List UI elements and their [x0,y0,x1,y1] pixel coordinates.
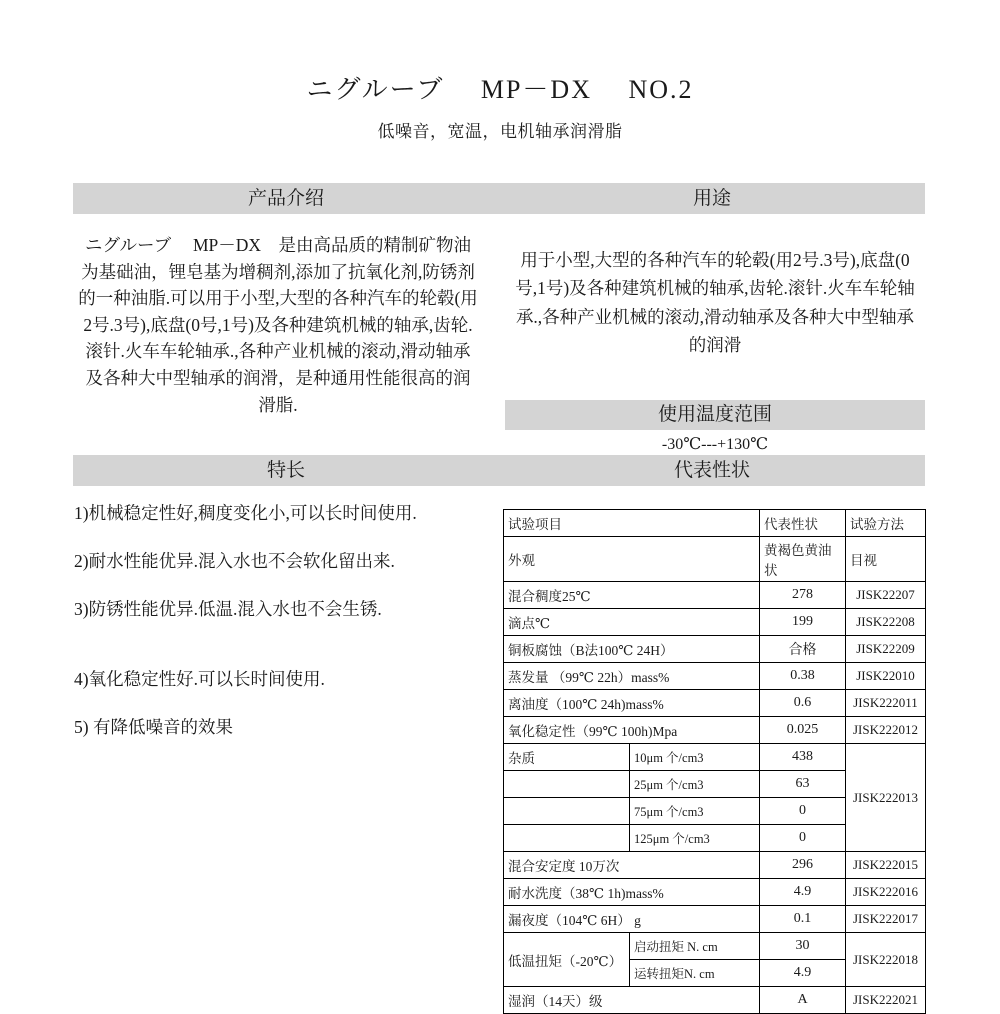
list-item: 3)防锈性能优异.低温.混入水也不会生锈. [74,598,382,619]
cell-method: JISK222016 [846,879,926,906]
cell-value: 黄褐色黄油状 [760,537,846,582]
cell-value: 0.6 [760,690,846,717]
table-row [504,906,926,933]
cell-method: JISK222011 [846,690,926,717]
cell-method: JISK22010 [846,663,926,690]
cell-empty [504,798,630,825]
table-row [504,582,926,609]
cell-value: 4.9 [760,960,846,987]
section-header-intro: 产品介绍 [73,183,499,214]
table-row [504,636,926,663]
list-item: 5) 有降低噪音的效果 [74,717,233,737]
cell-value: 63 [760,771,846,798]
cell-value: 278 [760,582,846,609]
cell-torque-label: 低温扭矩（-20℃） [504,933,630,987]
cell-method: JISK22209 [846,636,926,663]
cell-value: 合格 [760,636,846,663]
cell-subitem: 运转扭矩N. cm [630,960,760,987]
cell-item: 混合稠度25℃ [504,582,760,609]
table-row [504,690,926,717]
cell-item: 湿润（14天）级 [504,987,760,1014]
table-row [504,537,926,582]
cell-value: A [760,987,846,1014]
cell-method: JISK222015 [846,852,926,879]
section-header-features: 特长 [73,455,499,486]
intro-body-text: 是由高品质的精制矿物油为基础油，锂皂基为增稠剂,添加了抗氧化剂,防锈剂的一种油脂.可以用于小型,大型的各种汽车的轮毂(用2号.3号),底盘(0号,1号)及各种建筑机械的轴承,齿轮.滚针.火车车轮轴承.,各种产业机械的滚动,滑动轴承及各种大中型轴承的润滑，是种通用性能很高的润滑脂. [78,235,478,415]
cell-item: 混合安定度 10万次 [504,852,760,879]
cell-item: 氧化稳定性（99℃ 100h)Mpa [504,717,760,744]
cell-value: 0.1 [760,906,846,933]
cell-value: 296 [760,852,846,879]
column-header-method: 试验方法 [846,510,926,537]
cell-method: 目视 [846,537,926,582]
table-row [504,663,926,690]
cell-method-merged: JISK222018 [846,933,926,987]
cell-subitem: 启动扭矩 N. cm [630,933,760,960]
cell-value: 0.025 [760,717,846,744]
cell-method: JISK22208 [846,609,926,636]
section-header-temperature-range: 使用温度范围 [505,400,925,430]
cell-value: 0.38 [760,663,846,690]
cell-empty [504,771,630,798]
table-header-row [504,510,926,537]
cell-method: JISK222021 [846,987,926,1014]
features-list [74,502,494,764]
cell-item: 漏夜度（104℃ 6H） g [504,906,760,933]
table-row-impurity [504,744,926,771]
cell-subitem: 125μm 个/cm3 [630,825,760,852]
cell-impurity-label: 杂质 [504,744,630,771]
usage-paragraph: 用于小型,大型的各种汽车的轮毂(用2号.3号),底盘(0号,1号)及各种建筑机械的轴承,齿轮.滚针.火车车轮轴承.,各种产业机械的滚动,滑动轴承及各种大中型轴承的润滑 [515,250,915,356]
cell-item: 蒸发量 （99℃ 22h）mass% [504,663,760,690]
column-header-item: 试验项目 [504,510,760,537]
section-header-usage: 用途 [499,183,925,214]
cell-item: 外观 [504,537,760,582]
page-title: ニグルーブ MP－DX NO.2 [306,75,694,104]
table-row [504,609,926,636]
cell-value: 199 [760,609,846,636]
list-item: 4)氧化稳定性好.可以长时间使用. [74,669,325,690]
cell-method: JISK22207 [846,582,926,609]
temperature-range-value: -30℃---+130℃ [661,436,769,453]
section-header-band-mid [73,455,925,486]
specification-table [503,509,926,1014]
cell-method: JISK222012 [846,717,926,744]
cell-item: 滴点℃ [504,609,760,636]
intro-brand-lead: ニグルーブ MP－DX [84,235,279,255]
cell-subitem: 75μm 个/cm3 [630,798,760,825]
column-header-value: 代表性状 [760,510,846,537]
cell-value: 4.9 [760,879,846,906]
cell-value: 438 [760,744,846,771]
table-row-torque [504,933,926,960]
cell-value: 0 [760,825,846,852]
list-item: 1)机械稳定性好,稠度变化小,可以长时间使用. [74,503,417,523]
title-block [0,0,1000,142]
list-item: 2)耐水性能优异.混入水也不会软化留出来. [74,550,395,571]
cell-empty [504,825,630,852]
cell-item: 耐水洗度（38℃ 1h)mass% [504,879,760,906]
cell-method: JISK222017 [846,906,926,933]
cell-value: 0 [760,798,846,825]
cell-subitem: 10μm 个/cm3 [630,744,760,771]
intro-paragraph [78,232,478,418]
section-header-properties: 代表性状 [499,455,925,486]
table-row [504,852,926,879]
table-row [504,717,926,744]
cell-method-merged: JISK222013 [846,744,926,852]
table-row [504,879,926,906]
cell-value: 30 [760,933,846,960]
table-row [504,987,926,1014]
cell-subitem: 25μm 个/cm3 [630,771,760,798]
section-header-band-top [73,183,925,214]
cell-item: 离油度（100℃ 24h)mass% [504,690,760,717]
page-subtitle: 低噪音，宽温，电机轴承润滑脂 [377,122,623,142]
cell-item: 铜板腐蚀（B法100℃ 24H） [504,636,760,663]
